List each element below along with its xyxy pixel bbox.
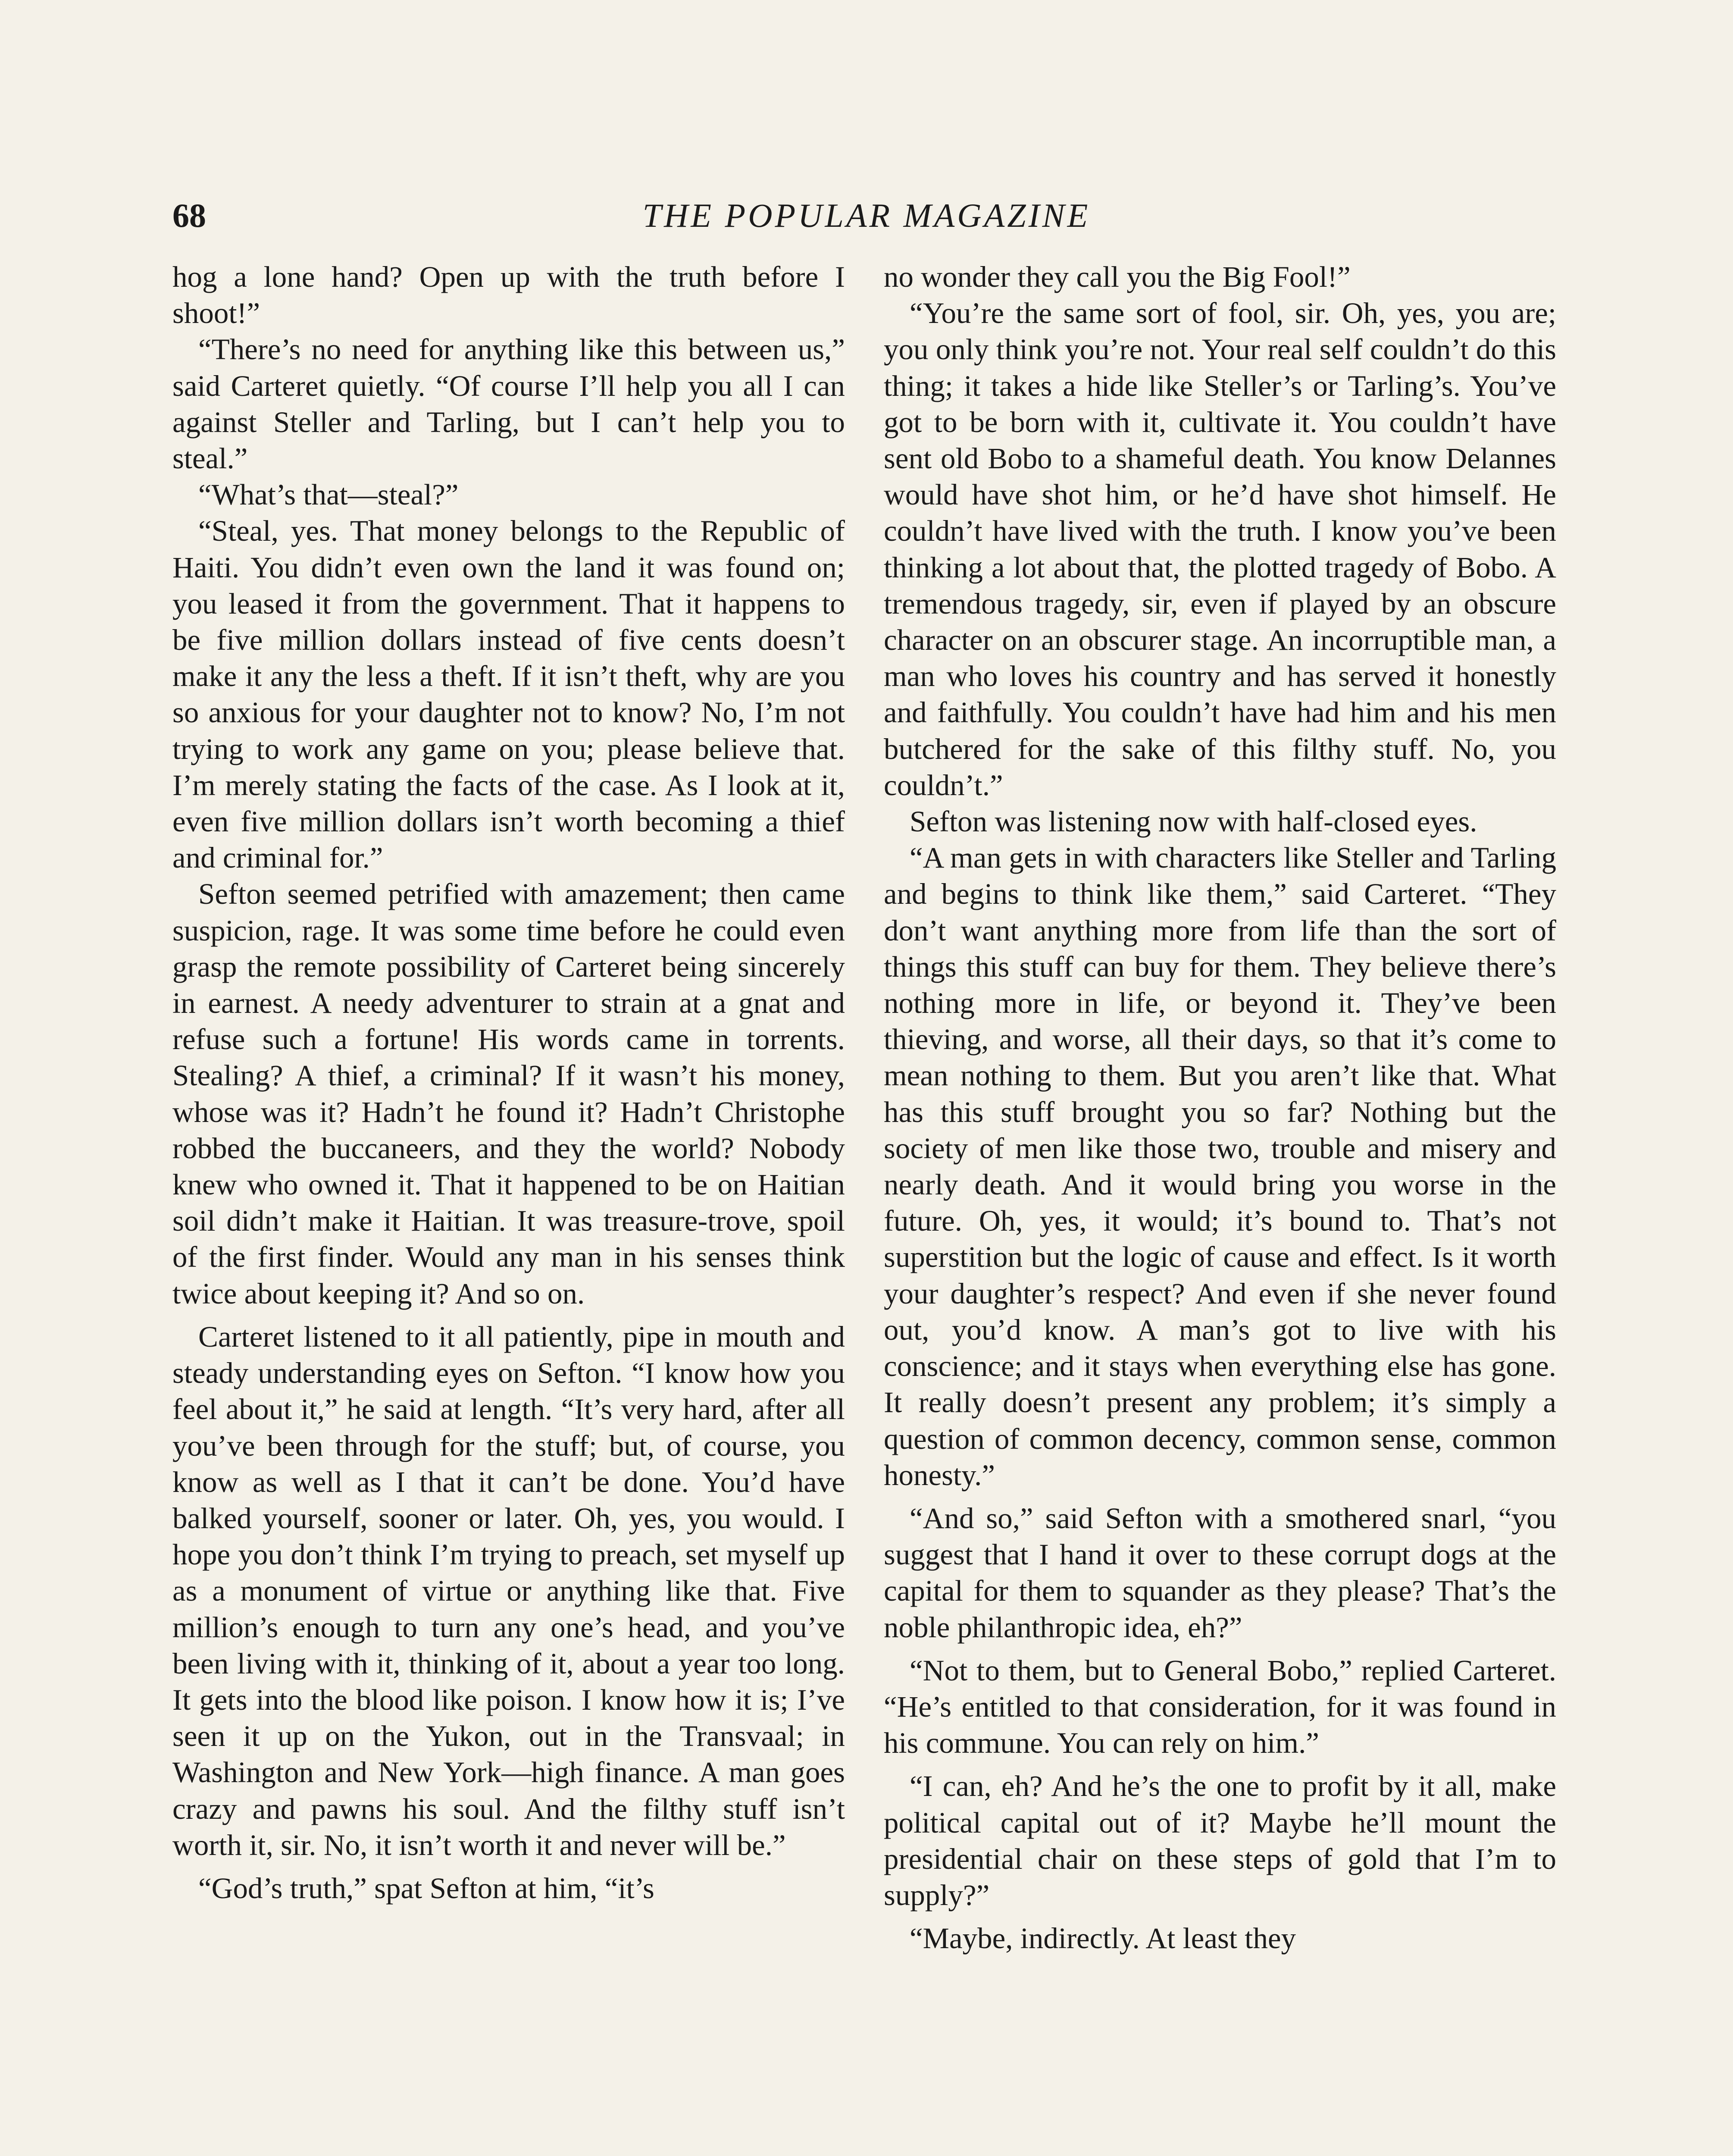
paragraph: hog a lone hand? Open up with the truth before I shoot!” — [172, 260, 845, 330]
paragraph: “Steal, yes. That money belongs to the Republic of Haiti. You didn’t even own the land it was found on; you leased it from the government. That it happens to be five million dollars instead of five cents doesn’t make it any the less a theft. If it isn’t theft, why are you so anxious for your daughter not to know? No, I’m not trying to work any game on you; please believe that. I’m merely stating the facts of the case. As I look at it, even five million dollars isn’t worth becoming a thief and criminal for.” — [172, 514, 845, 874]
paragraph: “God’s truth,” spat Sefton at him, “it’s — [198, 1871, 654, 1905]
paragraph: Sefton seemed petrified with amazement; then came suspicion, rage. It was some time before he could even grasp the remote possibility of Carteret being sincerely in earnest. A needy adventurer to strain at a gnat and refuse such a fortune! His words came in torrents. Stealing? A thief, a criminal? If it wasn’t his money, whose was it? Hadn’t he found it? Hadn’t Christophe robbed the buccaneers, and they the world? Nobody knew who owned it. That it happened to be on Haitian soil didn’t make it Haitian. It was treasure-trove, spoil of the first finder. Would any man in his senses think twice about keeping it? And so on. — [172, 877, 845, 1310]
paragraph: “There’s no need for anything like this between us,” said Carteret quietly. “Of course I’ll help you all I can against Steller and Tarling, but I can’t help you to steal.” — [172, 333, 845, 475]
paragraph: Sefton was listening now with half-closed eyes. — [910, 805, 1477, 838]
paragraph: “I can, eh? And he’s the one to profit by it all, make political capital out of it? Maybe he’ll mount the presidential chair on these steps of gold that I’m to supply?” — [884, 1770, 1556, 1912]
running-title: THE POPULAR MAGAZINE — [642, 197, 1091, 234]
page-header — [172, 190, 1561, 241]
paragraph: “Maybe, indirectly. At least they — [910, 1922, 1296, 1955]
paragraph: “Not to them, but to General Bobo,” replied Carteret. “He’s entitled to that consideration, for it was found in his commune. You can rely on him.” — [884, 1654, 1556, 1760]
paragraph: no wonder they call you the Big Fool!” — [884, 260, 1351, 293]
paragraph: Carteret listened to it all patiently, pipe in mouth and steady understanding eyes on Sefton. “I know how you feel about it,” he said at length. “It’s very hard, after all you’ve been through for the stuff; but, of course, you know as well as I that it can’t be done. You’d have balked yourself, sooner or later. Oh, yes, you would. I hope you don’t think I’m trying to preach, set myself up as a monument of virtue or anything like that. Five million’s enough to turn any one’s head, and you’ve been living with it, thinking of it, about a year too long. It gets into the blood like poison. I know how it is; I’ve seen it up on the Yukon, out in the Transvaal; in Washington and New York—high finance. A man goes crazy and pawns his soul. And the filthy stuff isn’t worth it, sir. No, it isn’t worth it and never will be.” — [172, 1320, 845, 1861]
paragraph: “A man gets in with characters like Steller and Tarling and begins to think like them,” said Carteret. “They don’t want anything more from life than the sort of things this stuff can buy for them. They believe there’s nothing more in life, or beyond it. They’ve been thieving, and worse, all their days, so that it’s come to mean nothing to them. But you aren’t like that. What has this stuff brought you so far? Nothing but the society of men like those two, trouble and misery and nearly death. And it would bring you worse in the future. Oh, yes, it would; it’s bound to. That’s not superstition but the logic of cause and effect. Is it worth your daughter’s respect? And even if she never found out, you’d know. A man’s got to live with his conscience; and it stays when everything else has gone. It really doesn’t present any problem; it’s simply a question of common decency, common sense, common honesty.” — [884, 841, 1556, 1492]
paragraph: “And so,” said Sefton with a smothered snarl, “you suggest that I hand it over to these corrupt dogs at the capital for them to squander as they please? That’s the noble philanthropic idea, eh?” — [884, 1501, 1556, 1644]
right-column — [884, 259, 1556, 1956]
paragraph: “You’re the same sort of fool, sir. Oh, yes, you are; you only think you’re not. Your real self couldn’t do this thing; it takes a hide like Steller’s or Tarling’s. You’ve got to be born with it, cultivate it. You couldn’t have sent old Bobo to a shameful death. You know Delannes would have shot him, or he’d have shot himself. He couldn’t have lived with the truth. I know you’ve been thinking a lot about that, the plotted tragedy of Bobo. A tremendous tragedy, sir, even if played by an obscure character on an obscurer stage. An incorruptible man, a man who loves his country and has served it honestly and faithfully. You couldn’t have had him and his men butchered for the sake of this filthy stuff. No, you couldn’t.” — [884, 297, 1556, 802]
page-number: 68 — [172, 197, 206, 234]
paragraph: “What’s that—steal?” — [198, 478, 459, 511]
left-column — [172, 259, 845, 1906]
